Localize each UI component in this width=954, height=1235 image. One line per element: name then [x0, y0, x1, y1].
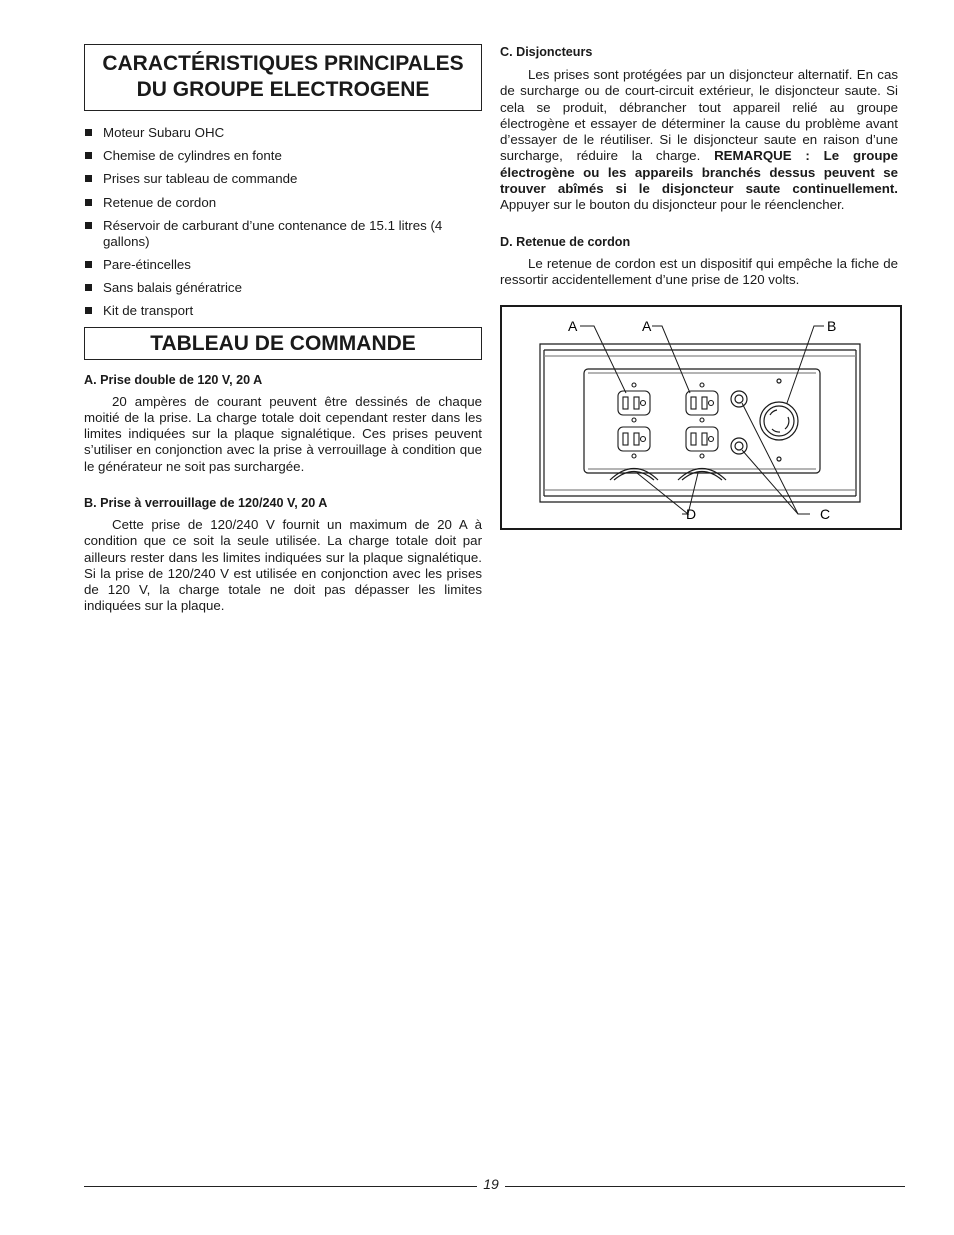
list-item: Sans balais génératrice [84, 280, 482, 296]
left-column [84, 44, 482, 615]
footer-rule-right [505, 1186, 905, 1187]
bullet-square-icon [85, 284, 92, 291]
section-d-heading: D. Retenue de cordon [500, 234, 631, 249]
features-list [84, 125, 482, 319]
main-features-title [84, 44, 482, 111]
diagram-label-d: D [686, 506, 697, 522]
list-item: Prises sur tableau de commande [84, 171, 482, 187]
section-c-text-main: Les prises sont protégées par un disjoncteur alternatif. En cas de surcharge ou de court-circuit extérieur, le disjoncteur saute. Si cela se produit, débrancher tout appareil relié au groupe électrogène et essayer de déterminer la cause du problème avant d’essayer de le réutiliser. Si le disjoncteur saute en raison d’une surcharge, réduire la charge. [500, 67, 898, 164]
bullet-square-icon [85, 175, 92, 182]
list-item: Chemise de cylindres en fonte [84, 148, 482, 164]
control-panel-illustration [502, 307, 900, 528]
list-item: Réservoir de carburant d’une contenance de 15.1 litres (4 gallons) [84, 218, 482, 250]
control-panel-title: TABLEAU DE COMMANDE [84, 327, 482, 360]
section-d-text: Le retenue de cordon est un dispositif qui empêche la fiche de ressortir accidentellement d’une prise de 120 volts. [500, 255, 898, 287]
section-c-text-reset: Appuyer sur le bouton du disjoncteur pour le réenclencher. [500, 197, 845, 213]
bullet-square-icon [85, 129, 92, 136]
control-panel-diagram [500, 305, 902, 530]
main-features-title-line2: DU GROUPE ELECTROGENE [136, 78, 430, 101]
diagram-label-a-left: A [568, 318, 578, 334]
bullet-square-icon [85, 261, 92, 268]
section-c-text [500, 67, 898, 214]
list-item: Kit de transport [84, 303, 482, 319]
section-b-text: Cette prise de 120/240 V fournit un maximum de 20 A à condition que ce soit la seule utilisée. La charge totale doit par ailleurs rester dans les limites indiquées sur la plaque signalétique. Si la prise de 120/240 V est utilisée en conjonction avec les prises de 120 V, la charge totale ne doit pas dépasser les limites indiquées sur la plaque. [84, 516, 482, 614]
bullet-square-icon [85, 307, 92, 314]
duplex-outlet-left [618, 383, 650, 458]
section-a-heading: A. Prise double de 120 V, 20 A [84, 372, 263, 387]
main-features-title-line1: CARACTÉRISTIQUES PRINCIPALES [102, 52, 464, 75]
callout-lines [580, 326, 824, 514]
bullet-square-icon [85, 199, 92, 206]
section-c-heading: C. Disjoncteurs [500, 45, 593, 59]
page-number: 19 [483, 1176, 499, 1192]
list-item: Pare-étincelles [84, 257, 482, 273]
bullet-square-icon [85, 152, 92, 159]
diagram-label-a-right: A [642, 318, 652, 334]
bullet-square-icon [85, 222, 92, 229]
list-item: Retenue de cordon [84, 195, 482, 211]
panel-outline [540, 344, 860, 502]
footer-rule-left [84, 1186, 477, 1187]
diagram-label-b: B [827, 318, 837, 334]
diagram-label-c: C [820, 506, 831, 522]
right-column [500, 44, 898, 288]
duplex-outlet-right [686, 383, 718, 458]
section-b-heading: B. Prise à verrouillage de 120/240 V, 20 A [84, 495, 328, 510]
locking-outlet-icon [760, 379, 798, 461]
section-c-note: REMARQUE : Le groupe électrogène ou les appareils branchés dessus peuvent se trouver abîmés si le disjoncteur saute continuellement. [500, 148, 899, 197]
list-item: Moteur Subaru OHC [84, 125, 482, 141]
cord-retainer-icon [610, 469, 726, 481]
section-a-text: 20 ampères de courant peuvent être dessinés de chaque moitié de la prise. La charge totale doit cependant rester dans les limites indiquées sur la plaque signalétique. Ces prises peuvent s’utiliser en conjonction avec la prise à verrouillage à condition que le générateur ne soit pas surchargée. [84, 393, 482, 474]
outlet-plate [584, 369, 820, 473]
